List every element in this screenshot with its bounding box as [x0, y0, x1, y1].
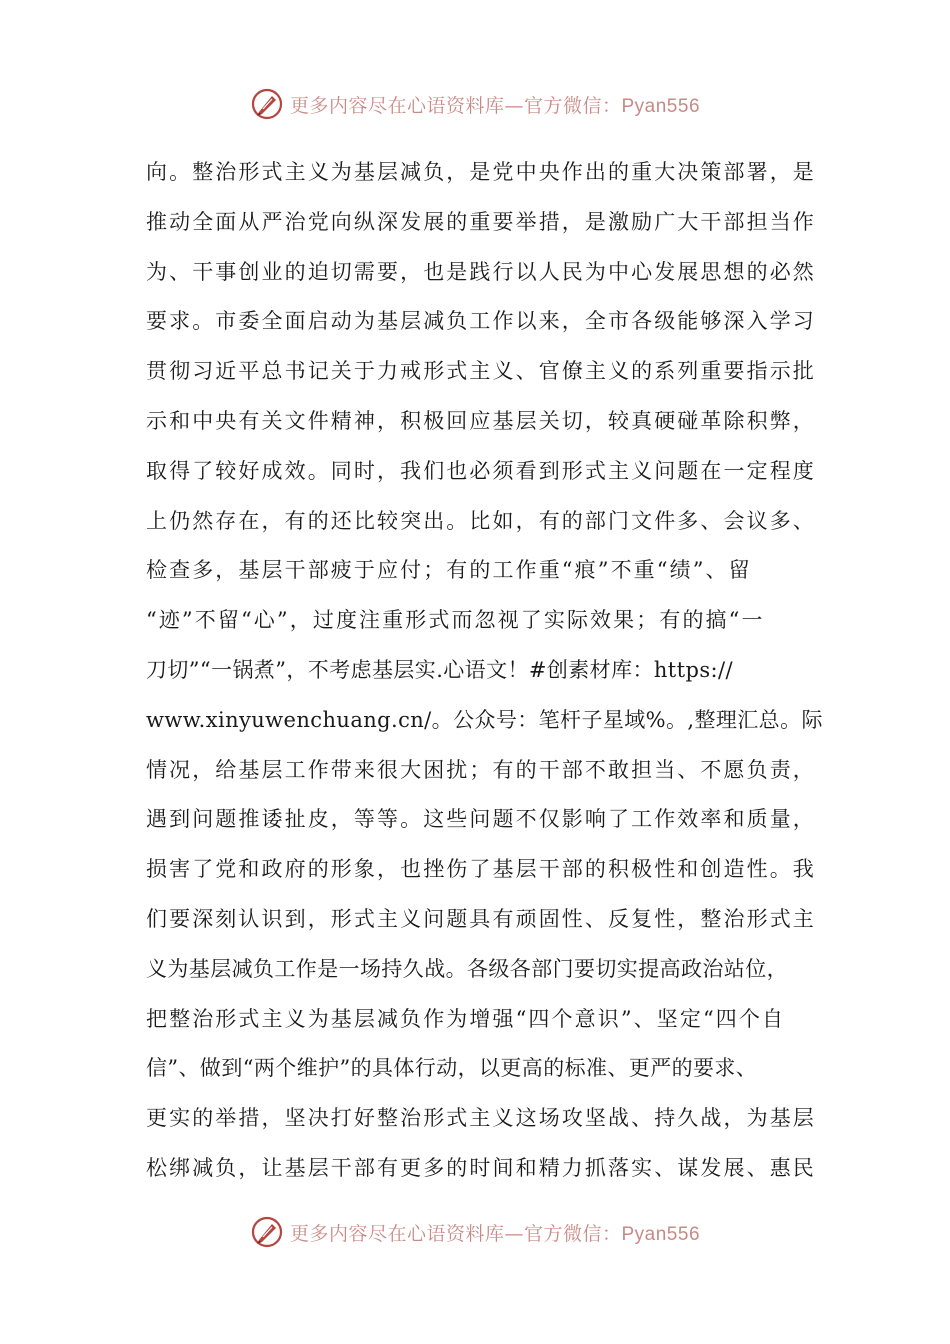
paragraph-line: 们要深刻认识到，形式主义问题具有顽固性、反复性，整治形式主	[146, 906, 816, 931]
paragraph-line: 把整治形式主义为基层减负作为增强“四个意识”、坚定“四个自	[146, 1006, 786, 1031]
paragraph-line: 向。整治形式主义为基层减负，是党中央作出的重大决策部署，是	[146, 160, 816, 184]
paragraph-line: 更实的举措，坚决打好整治形式主义这场攻坚战、持久战，为基层	[146, 1106, 816, 1131]
paragraph-line: 信”、做到“两个维护”的具体行动，以更高的标准、更严的要求、	[146, 1056, 758, 1081]
paragraph-line: 损害了党和政府的形象，也挫伤了基层干部的积极性和创造性。我	[146, 857, 816, 882]
paragraph-line: 检查多，基层干部疲于应付；有的工作重“痕”不重“绩”、留	[146, 558, 752, 583]
footer-banner-text: 更多内容尽在心语资料库—官方微信：Pyan556	[289, 1222, 701, 1245]
paragraph-line: 义为基层减负工作是一场持久战。各级各部门要切实提高政治站位，	[146, 956, 788, 981]
header-banner-text: 更多内容尽在心语资料库—官方微信：Pyan556	[289, 94, 701, 117]
paragraph-line: 贯彻习近平总书记关于力戒形式主义、官僚主义的系列重要指示批	[146, 359, 816, 384]
document-body	[146, 148, 826, 1194]
page-header-banner	[0, 86, 950, 122]
paragraph-line: 为、干事创业的迫切需要，也是践行以人民为中心发展思想的必然	[146, 259, 816, 284]
paragraph-line: 遇到问题推诿扯皮，等等。这些问题不仅影响了工作效率和质量，	[146, 807, 816, 832]
footer-wechat-id: Pyan556	[621, 1223, 701, 1245]
paragraph-line: 要求。市委全面启动为基层减负工作以来，全市各级能够深入学习	[146, 309, 816, 334]
paragraph-line: 刀切”“一锅煮”，不考虑基层实.心语文！#创素材库：https://	[146, 657, 733, 682]
header-wechat-id: Pyan556	[621, 95, 701, 117]
paragraph-line: 上仍然存在，有的还比较突出。比如，有的部门文件多、会议多、	[146, 508, 816, 533]
paragraph-line: 推动全面从严治党向纵深发展的重要举措，是激励广大干部担当作	[146, 209, 816, 234]
pen-nib-logo-icon	[250, 1215, 284, 1249]
paragraph-line: www.xinyuwenchuang.cn/。公众号：笔杆子星域%。,整理汇总。际	[146, 707, 823, 732]
paragraph-line: 示和中央有关文件精神，积极回应基层关切，较真硬碰革除积弊，	[146, 408, 816, 433]
paragraph-line: 取得了较好成效。同时，我们也必须看到形式主义问题在一定程度	[146, 458, 816, 483]
paragraph-line: 情况，给基层工作带来很大困扰；有的干部不敢担当、不愿负责，	[146, 757, 816, 782]
paragraph-line: 松绑减负，让基层干部有更多的时间和精力抓落实、谋发展、惠民	[146, 1155, 816, 1180]
paragraph-line: “迹”不留“心”，过度注重形式而忽视了实际效果；有的搞“一	[146, 608, 765, 633]
pen-nib-logo-icon	[250, 87, 284, 121]
page-footer-banner	[0, 1214, 950, 1250]
